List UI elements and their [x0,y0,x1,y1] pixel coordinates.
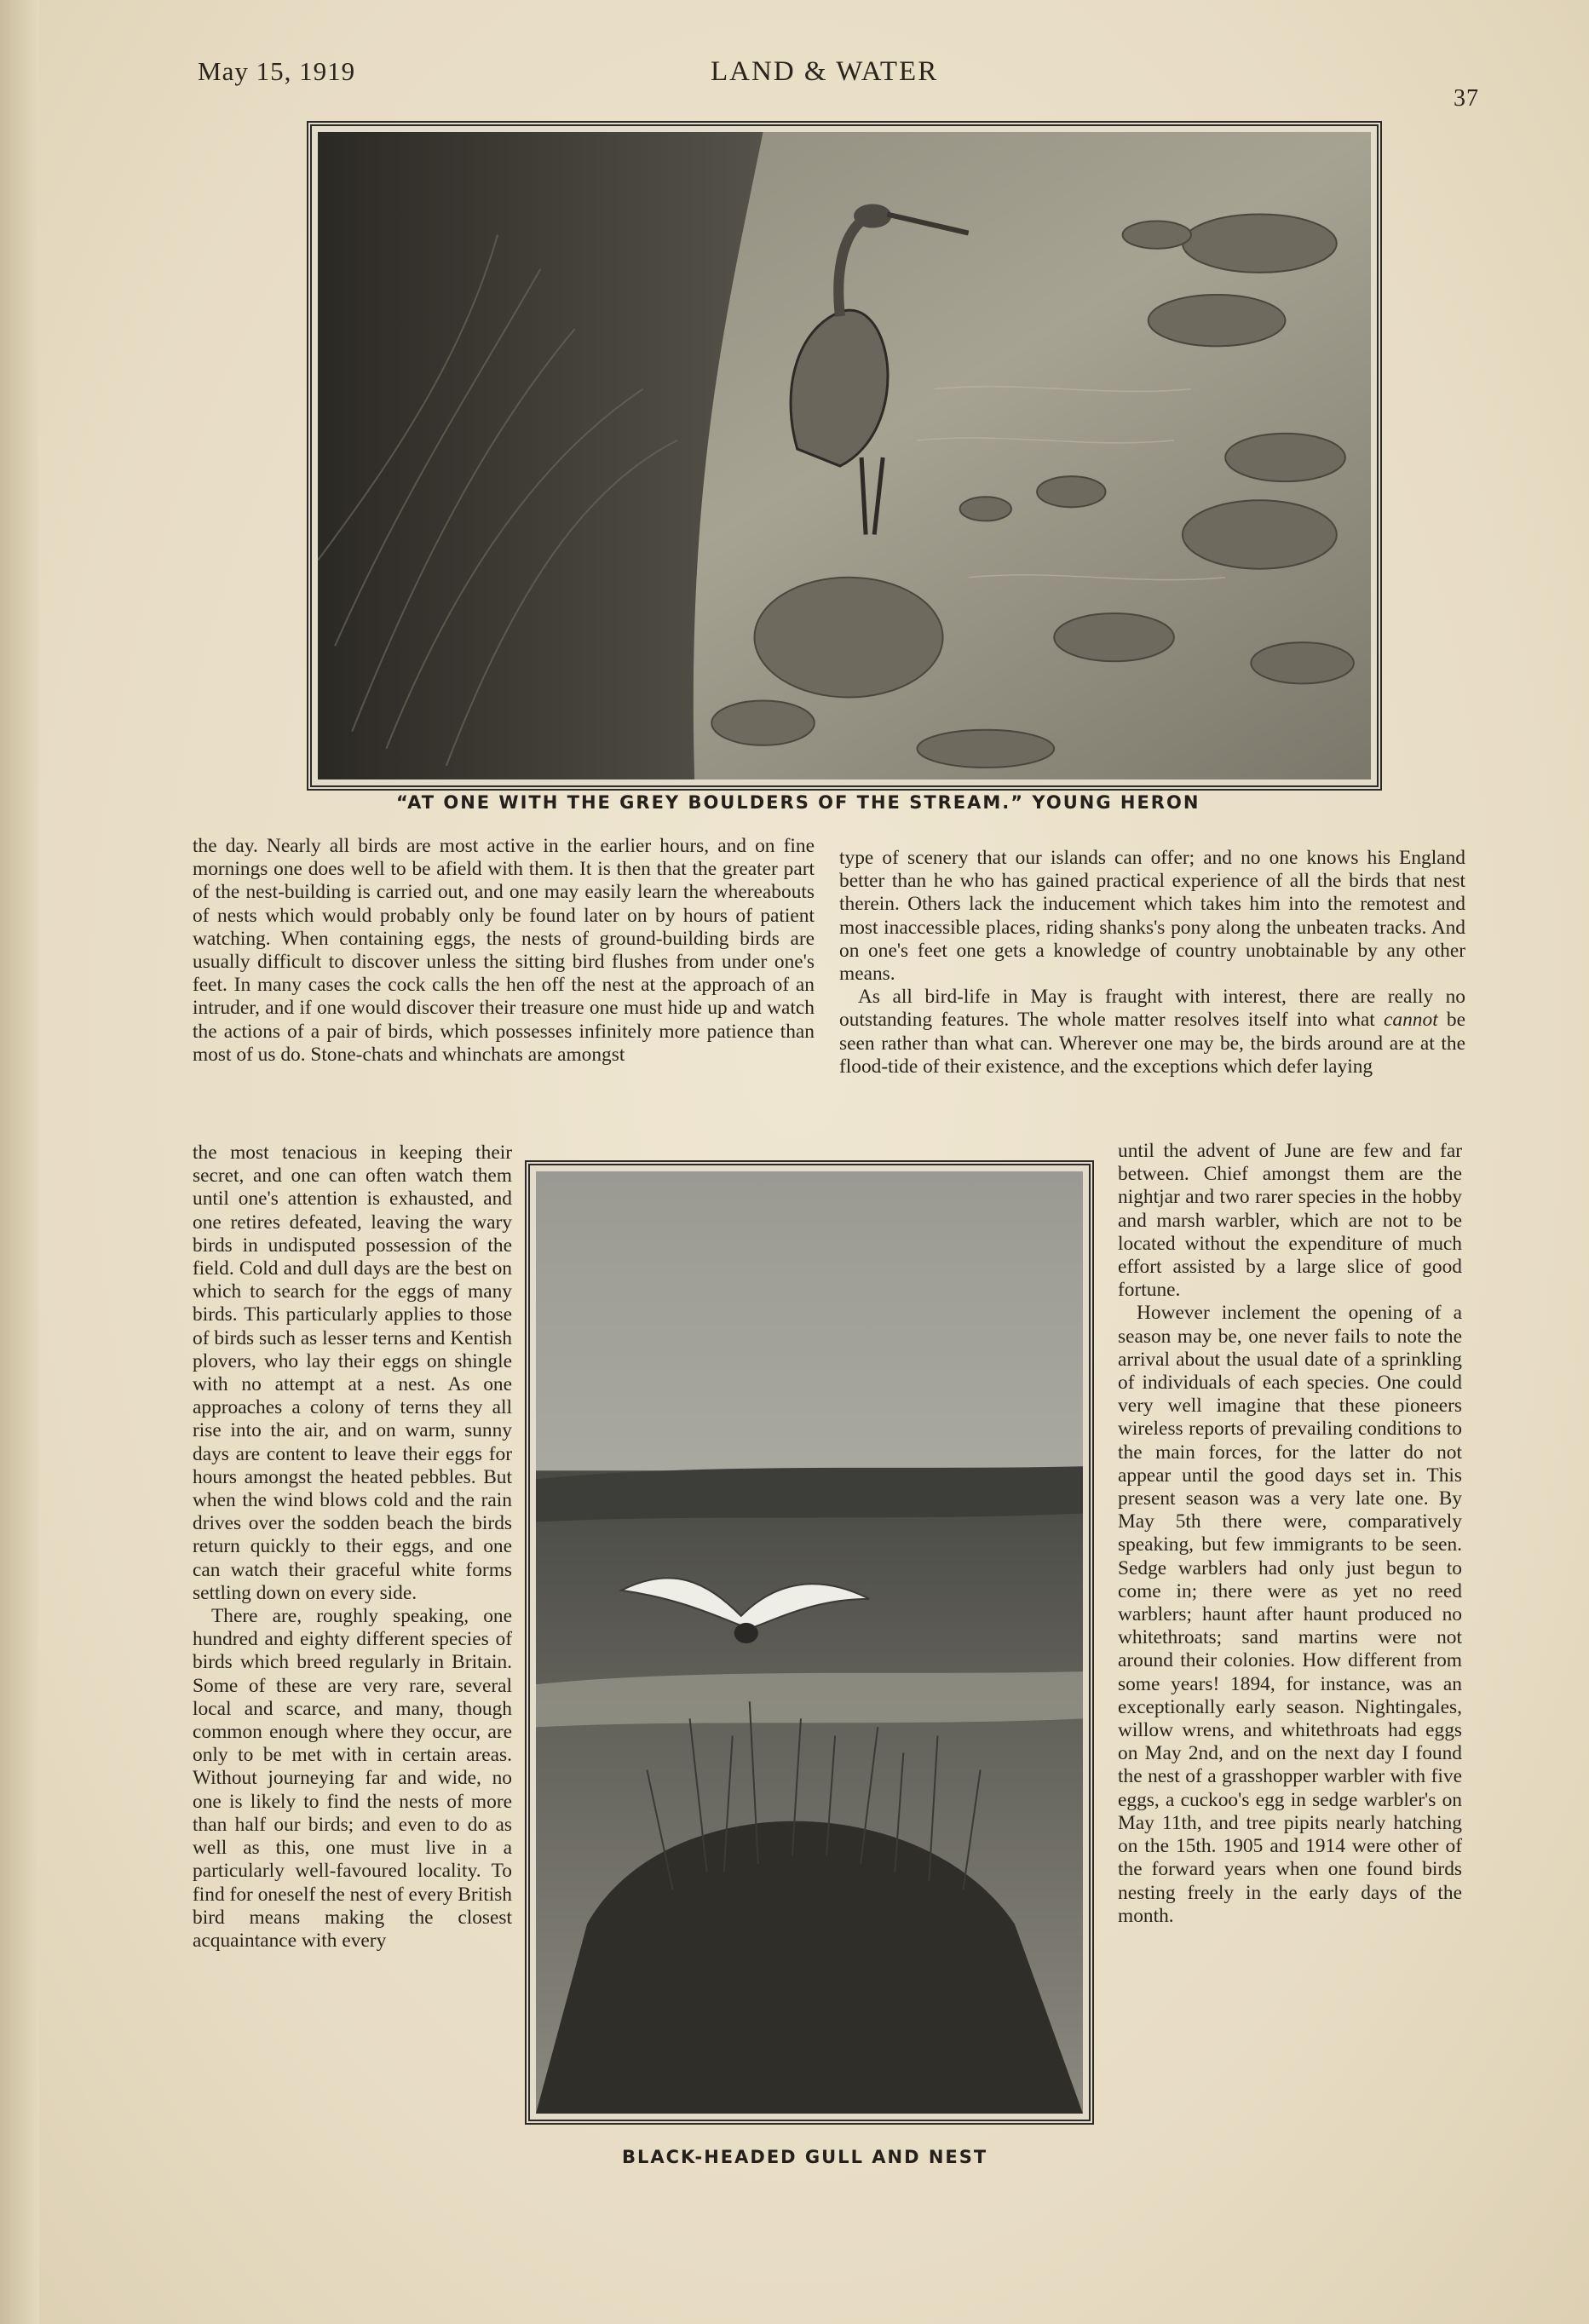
emphasis-cannot: cannot [1384,1009,1438,1032]
bottom-photo-caption: BLACK-HEADED GULL AND NEST [622,2147,988,2167]
paragraph-scenery: type of scenery that our islands can offer; and no one knows his England better than he who has gained practical experience of all the birds that nest therein. Others lack the inducement which takes him into the remotest and most inaccessible places, riding shanks's pony along the unbeaten tracks. And on one's feet one gets a knowledge of country unobtainable by any other means. [839,847,1465,986]
heron-photo-image [318,132,1371,779]
paragraph-season-arrivals: However inclement the opening of a season may be, one never fails to note the arrival about the usual date of a sprinkling of individuals of each species. One could very well imagine that these pioneers wireless reports of prevailing conditions to the main forces, for the latter do not appear until the good days set in. This present season was a very late one. By May 5th there were, comparatively speaking, but few immigrants to be seen. Sedge warblers had only just begun to come in; there were as yet no reed warblers; haunt after haunt produced no whitethroats; sand martins were not around their colonies. How different from some years! 1894, for instance, was an exceptionally early season. Nightingales, willow wrens, and whitethroats had eggs on May 2nd, and on the next day I found the nest of a grasshopper warbler with five eggs, a cuckoo's egg in sedge warbler's on May 11th, and tree pipits nearly hatching on the 15th. 1905 and 1914 were other of the forward years when one found birds nesting freely in the early days of the month. [1118,1302,1462,1927]
paragraph-stonechats: the most tenacious in keeping their secret, and one can often watch them until one's attention is exhausted, and one retires defeated, leaving the wary birds in undisputed possession of the field. Cold and dull days are the best on which to search for the eggs of many birds. This particularly applies to those of birds such as lesser terns and Kentish plovers, who lay their eggs on shingle with no attempt at a nest. As one approaches a colony of terns they all rise into the air, and on warm, sunny days are content to leave their eggs for hours amongst the heated pebbles. But when the wind blows cold and the rain drives over the sodden beach the birds return quickly to their eggs, and one can watch their graceful white forms settling down on every side. [193,1142,512,1604]
paragraph-may-text-b: be seen rather than what can. Wherever one may be, the birds around are at the flood-tide of their existence, and the exceptions which defer laying [839,1009,1465,1078]
top-photo-caption: “AT ONE WITH THE GREY BOULDERS OF THE STREAM.” YOUNG HERON [396,792,1200,813]
article-right-upper [839,847,1465,1079]
issue-date: May 15, 1919 [198,56,356,86]
paragraph-opening: the day. Nearly all birds are most active in the earlier hours, and on fine mornings one does well to be afield with them. It is then that the greater part of the nest-building is carried out, and one may easily learn the whereabouts of nests which would probably only be found later on by hours of patient watching. When containing eggs, the nests of ground-building birds are usually difficult to discover unless the sitting bird flushes from under one's feet. In many cases the cock calls the hen off the nest at the approach of an intruder, and if one would discover their treasure one must hide up and watch the actions of a pair of birds, which possesses infinitely more patience than most of us do. Stone-chats and whinchats are amongst [193,835,815,1066]
paragraph-may-text-a: As all bird-life in May is fraught with interest, there are really no outstanding features. The whole matter resolves itself into what [839,986,1465,1032]
article-right-narrow [1118,1140,1462,1928]
publication-title: LAND & WATER [711,56,939,87]
article-left-narrow [193,1142,512,1953]
gull-photo-image [536,1171,1083,2114]
gull-photo [525,1160,1094,2125]
article-left-upper [193,835,815,1067]
heron-photo [307,121,1382,791]
paragraph-june-exceptions: until the advent of June are few and far between. Chief amongst them are the nightjar and two rarer species in the hobby and marsh warbler, which are not to be located without the expenditure of much effort assisted by a large slice of good fortune. [1118,1140,1462,1302]
page-number: 37 [1454,85,1479,112]
paragraph-may-birdlife [839,986,1465,1079]
paragraph-species-count: There are, roughly speaking, one hundred and eighty different species of birds which breed regularly in Britain. Some of these are very rare, several local and scarce, and many, though common enough where they occur, are only to be met with in certain areas. Without journeying far and wide, no one is likely to find the nests of more than half our birds; and even to do as well as this, one must live in a particularly well-favoured locality. To find for oneself the nest of every British bird means making the closest acquaintance with every [193,1605,512,1952]
binding-gutter [0,0,39,2324]
